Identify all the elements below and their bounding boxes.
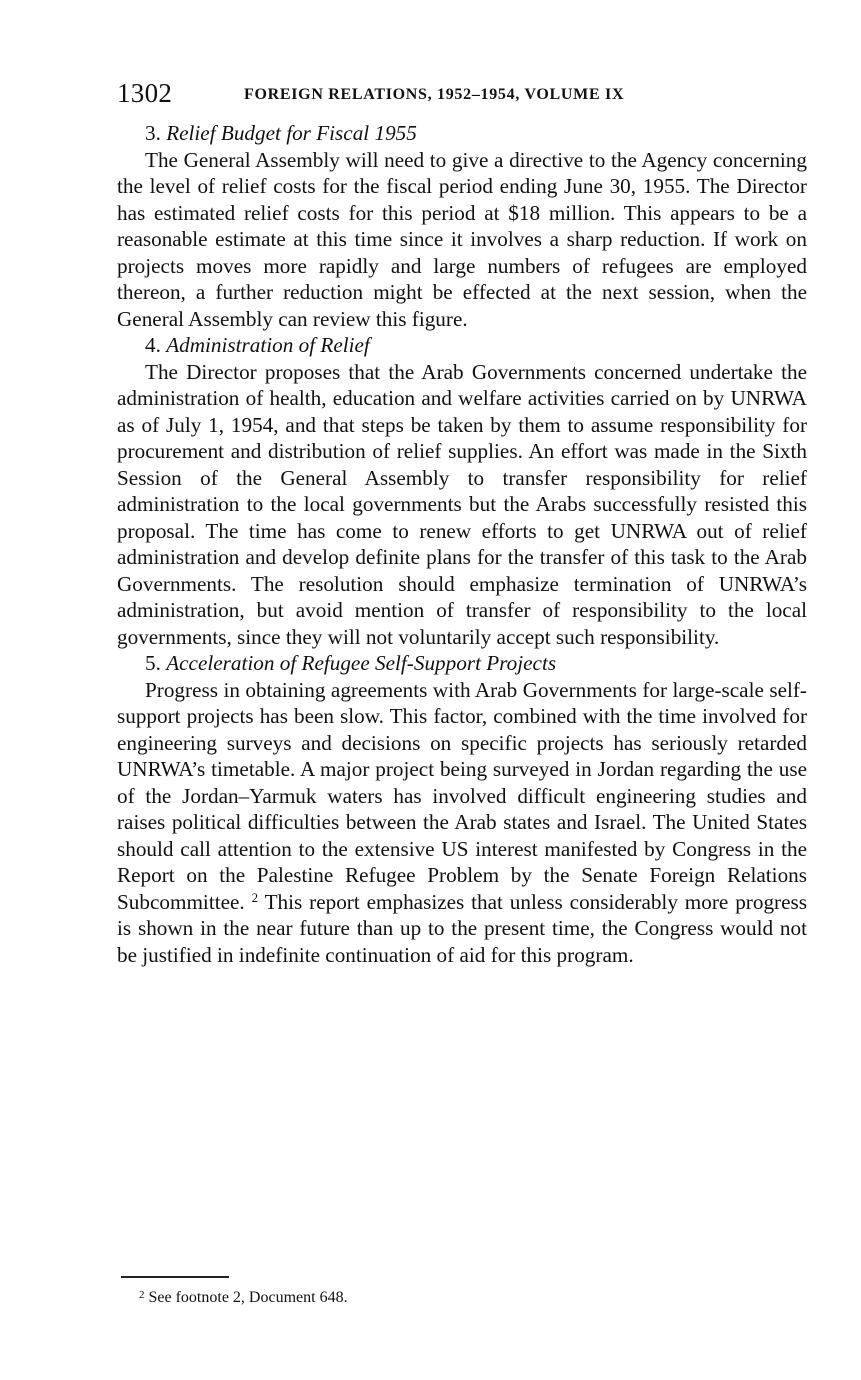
footnote-divider xyxy=(121,1276,229,1278)
footnote xyxy=(139,1287,348,1309)
footnote-text: See footnote 2, Document 648. xyxy=(148,1289,348,1306)
section-number: 4. xyxy=(145,333,161,357)
page-number: 1302 xyxy=(117,78,173,108)
section-title: Acceleration of Refugee Self-Support Projects xyxy=(166,651,557,675)
body-text xyxy=(117,120,807,968)
page-header xyxy=(117,76,807,110)
footnote-reference[interactable]: 2 xyxy=(251,889,259,905)
section-paragraph-4: The Director proposes that the Arab Governments concerned undertake the administration of health, education and welfare activities carried on by UNRWA as of July 1, 1954, and that steps be taken by them to assume responsibility for procurement and distribution of relief supplies. An effort was made in the Sixth Session of the General Assembly to transfer responsibility for relief administration to the local governments but the Arabs successfully resisted this proposal. The time has come to renew efforts to get UNRWA out of relief administration and develop definite plans for the transfer of this task to the Arab Governments. The resolution should emphasize termination of UNRWA’s administration, but avoid mention of transfer of responsibility to the local governments, since they will not voluntarily accept such responsibility. xyxy=(117,359,807,649)
section-paragraph-5 xyxy=(117,677,807,969)
section-number: 5. xyxy=(145,651,161,675)
running-head: FOREIGN RELATIONS, 1952–1954, VOLUME IX xyxy=(244,86,625,103)
section-title: Administration of Relief xyxy=(166,333,370,357)
paragraph-text: This report emphasizes that unless considerably more progress is shown in the near future than up to the present time, the Congress would not be justified in indefinite continuation of aid for this program. xyxy=(117,889,808,967)
section-paragraph-3: The General Assembly will need to give a directive to the Agency concerning the level of relief costs for the fiscal period ending June 30, 1955. The Director has estimated relief costs for this period at $18 million. This appears to be a reasonable estimate at this time since it involves a sharp reduction. If work on projects moves more rapidly and large numbers of refugees are employed thereon, a further reduction might be effected at the next session, when the General Assembly can review this figure. xyxy=(117,147,807,331)
section-number: 3. xyxy=(145,121,161,145)
paragraph-text: Progress in obtaining agreements with Arab Governments for large-scale self-support projects has been slow. This factor, combined with the time involved for engineering surveys and decisions on specific projects has seriously retarded UNRWA’s timetable. A major project being surveyed in Jordan regarding the use of the Jordan–Yarmuk waters has involved difficult engineering studies and raises political difficulties between the Arab states and Israel. The United States should call attention to the extensive US interest manifested by Congress in the Report on the Palestine Refugee Problem by the Senate Foreign Relations Subcommittee. xyxy=(117,677,807,914)
section-heading-3 xyxy=(117,120,807,147)
section-heading-4 xyxy=(117,332,807,359)
footnote-marker: 2 xyxy=(139,1289,145,1301)
section-heading-5 xyxy=(117,650,807,677)
section-title: Relief Budget for Fiscal 1955 xyxy=(166,121,417,145)
